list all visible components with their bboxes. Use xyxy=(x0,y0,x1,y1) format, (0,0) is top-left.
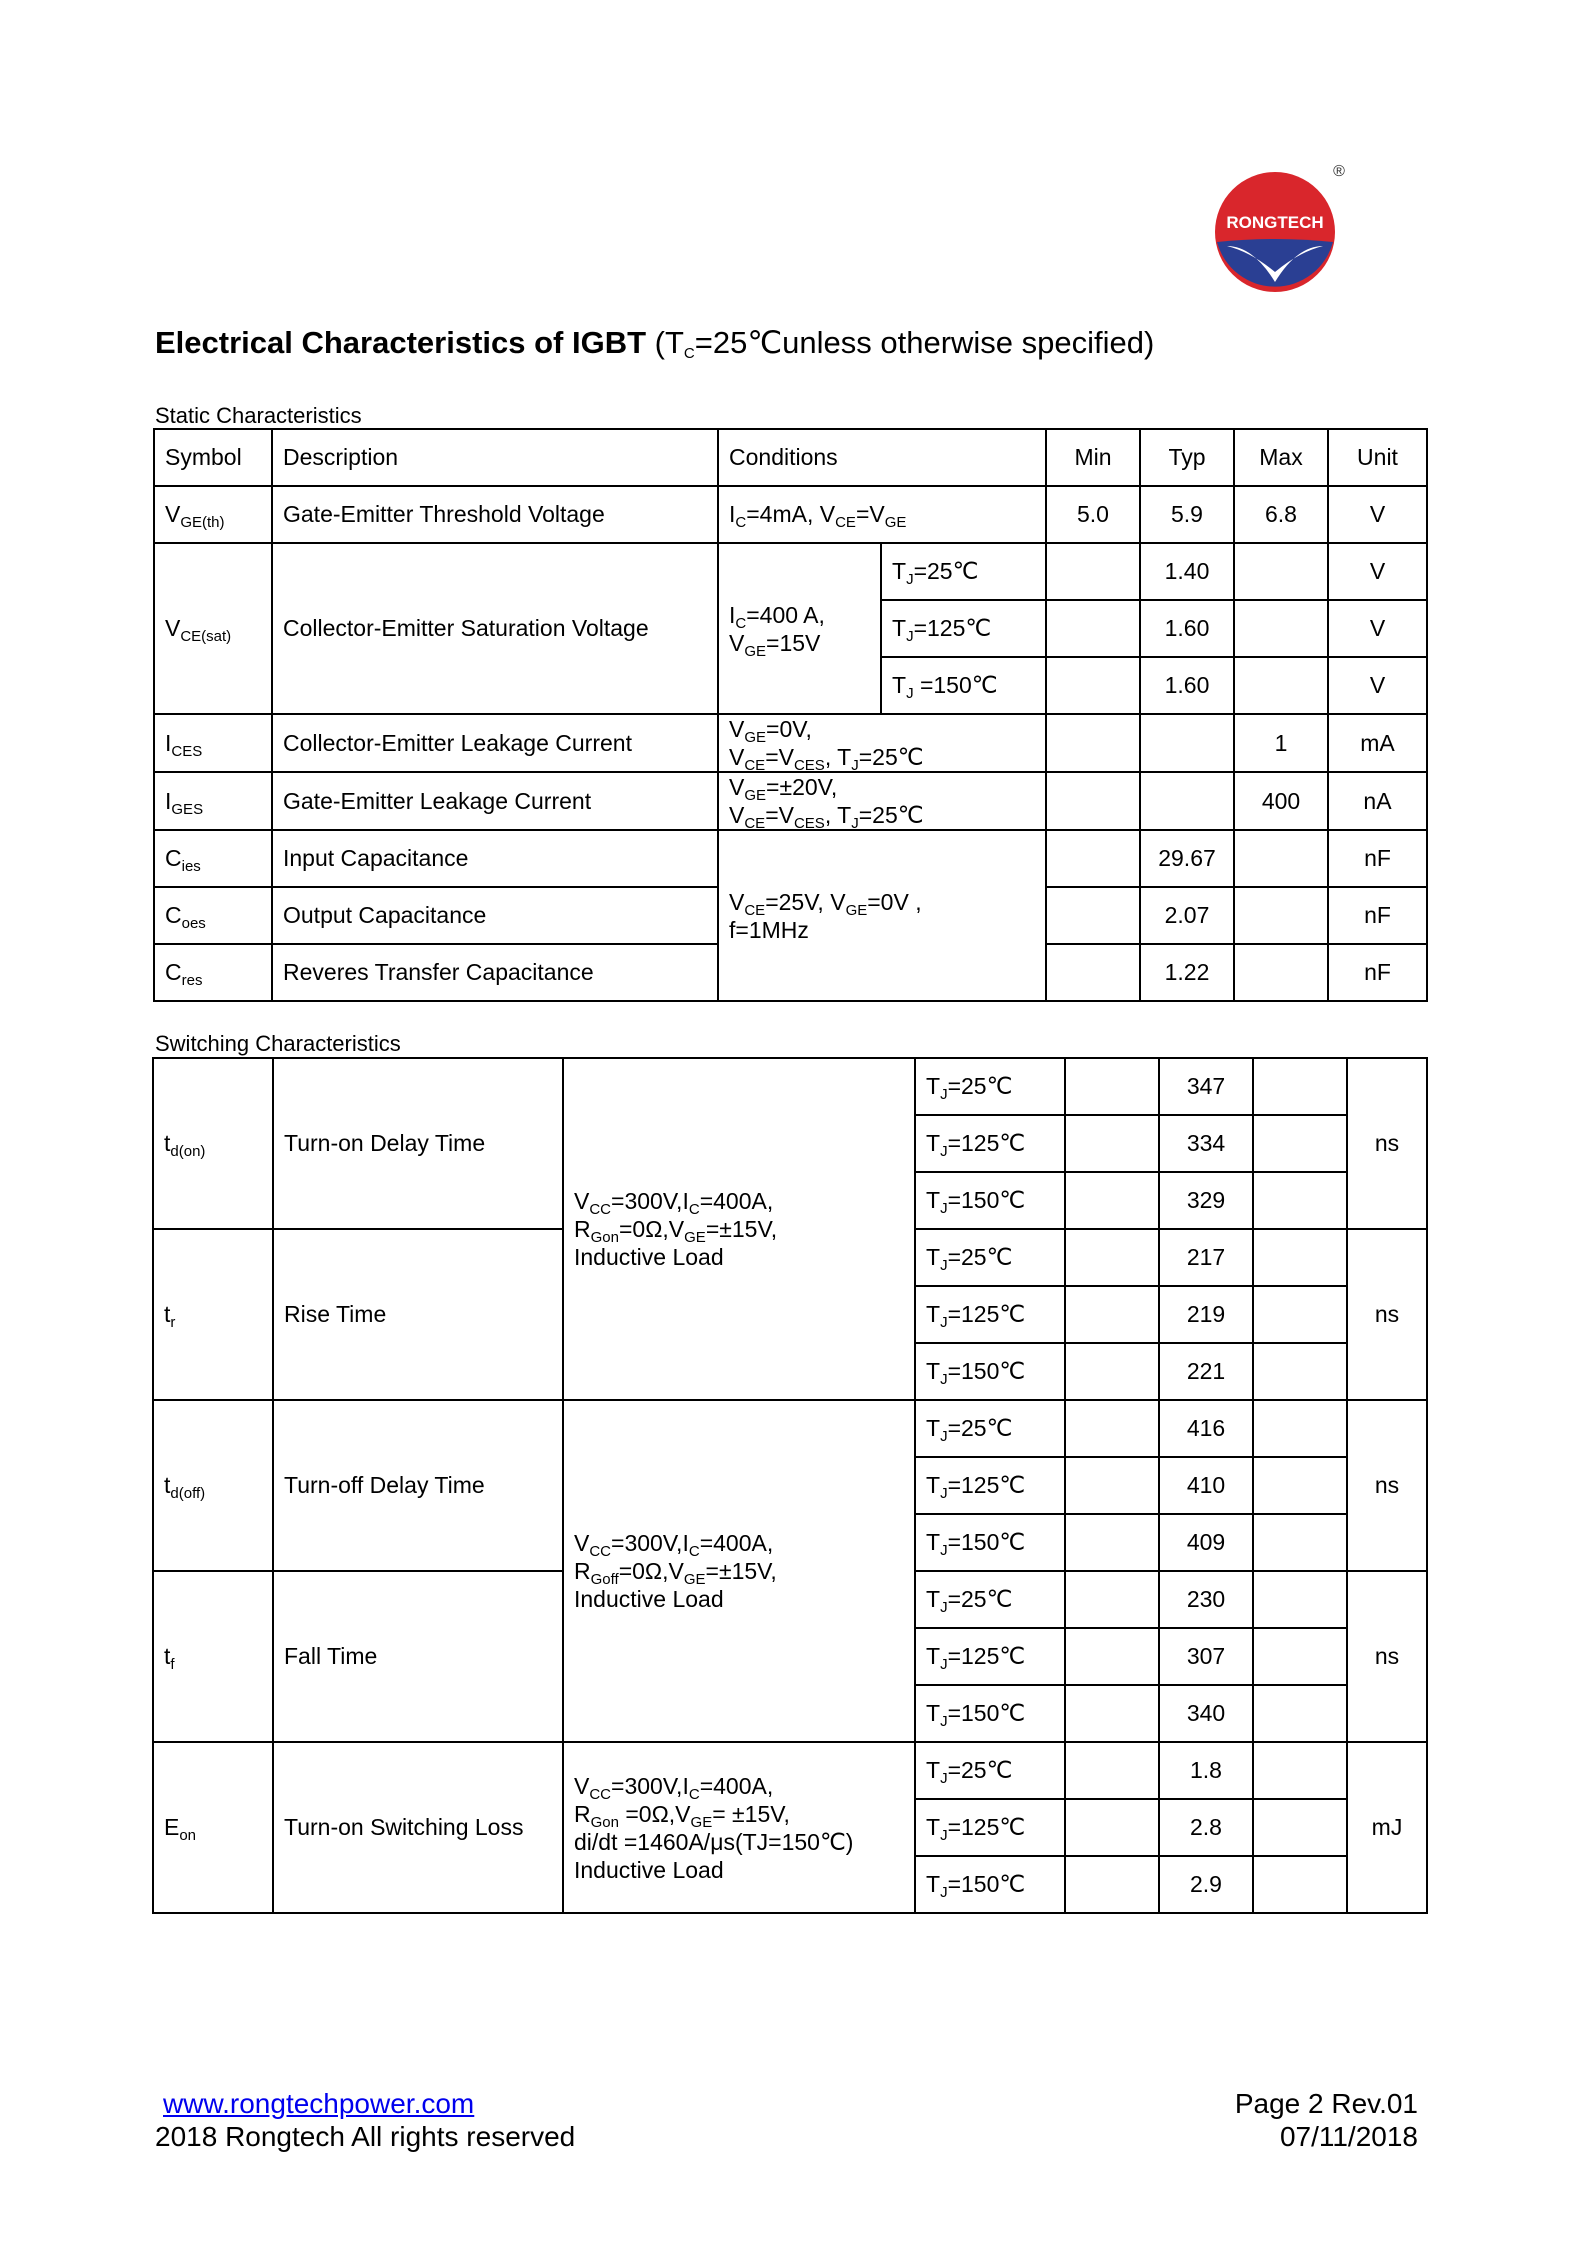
switching-section-label: Switching Characteristics xyxy=(155,1031,401,1056)
unit-cell: V xyxy=(1328,600,1427,657)
table-header-row xyxy=(154,429,1427,486)
min-cell xyxy=(1046,772,1140,830)
footer-page-rev: Page 2 Rev.01 xyxy=(1234,2088,1418,2119)
symbol-cell: $V_{GE(th)}$ xyxy=(154,486,272,543)
tj-cell: $T_J=150℃$ xyxy=(915,1172,1065,1229)
max-cell xyxy=(1234,657,1328,714)
unit-cell: V xyxy=(1328,657,1427,714)
max-cell xyxy=(1253,1571,1347,1628)
tj-cell: $T_J$ =150℃ xyxy=(881,657,1046,714)
header-min: Min xyxy=(1046,429,1140,486)
min-cell xyxy=(1065,1457,1159,1514)
unit-cell: V xyxy=(1328,543,1427,600)
typ-cell: 219 xyxy=(1159,1286,1253,1343)
min-cell: 5.0 xyxy=(1046,486,1140,543)
typ-cell: 29.67 xyxy=(1140,830,1234,887)
symbol-cell: $t_{d(on)}$ xyxy=(153,1058,273,1229)
typ-cell: 1.60 xyxy=(1140,600,1234,657)
max-cell xyxy=(1234,543,1328,600)
max-cell xyxy=(1234,600,1328,657)
max-cell xyxy=(1253,1058,1347,1115)
max-cell xyxy=(1253,1343,1347,1400)
max-cell xyxy=(1253,1286,1347,1343)
min-cell xyxy=(1046,887,1140,944)
tj-cell: $T_J=150℃$ xyxy=(915,1685,1065,1742)
min-cell xyxy=(1046,543,1140,600)
min-cell xyxy=(1046,830,1140,887)
conditions-cell: $V_{CC}=300V,I_C=400A$, $R_{Gon}=0\Omega,V_{GE}=\pm 15V$, Inductive Load xyxy=(563,1058,915,1400)
description-cell: Fall Time xyxy=(273,1571,563,1742)
max-cell xyxy=(1234,830,1328,887)
max-cell xyxy=(1253,1799,1347,1856)
conditions-cell: $V_{GE}=0V$, $V_{CE}=V_{CES}$, $T_J=25℃$ xyxy=(718,714,1046,772)
typ-cell: 5.9 xyxy=(1140,486,1234,543)
typ-cell: 329 xyxy=(1159,1172,1253,1229)
header-unit: Unit xyxy=(1328,429,1427,486)
max-cell xyxy=(1253,1685,1347,1742)
min-cell xyxy=(1065,1115,1159,1172)
unit-cell: ns xyxy=(1347,1571,1427,1742)
unit-cell: mJ xyxy=(1347,1742,1427,1913)
typ-cell: 2.8 xyxy=(1159,1799,1253,1856)
tj-cell: $T_J=125℃$ xyxy=(881,600,1046,657)
min-cell xyxy=(1065,1685,1159,1742)
unit-cell: V xyxy=(1328,486,1427,543)
tj-cell: $T_J=25℃$ xyxy=(915,1571,1065,1628)
table-row xyxy=(153,1058,1427,1115)
max-cell xyxy=(1253,1400,1347,1457)
header-symbol: Symbol xyxy=(154,429,272,486)
static-characteristics-table xyxy=(153,428,1428,1002)
unit-cell: nF xyxy=(1328,944,1427,1001)
symbol-cell: $t_{d(off)}$ xyxy=(153,1400,273,1571)
symbol-cell: $t_f$ xyxy=(153,1571,273,1742)
typ-cell: 409 xyxy=(1159,1514,1253,1571)
typ-cell xyxy=(1140,772,1234,830)
tj-cell: $T_J=25℃$ xyxy=(915,1742,1065,1799)
symbol-cell: $C_{res}$ xyxy=(154,944,272,1001)
symbol-cell: $E_{on}$ xyxy=(153,1742,273,1913)
unit-cell: nA xyxy=(1328,772,1427,830)
max-cell xyxy=(1253,1742,1347,1799)
footer-website-link[interactable]: www.rongtechpower.com xyxy=(163,2088,475,2119)
max-cell: 1 xyxy=(1234,714,1328,772)
tj-cell: $T_J=25℃$ xyxy=(915,1229,1065,1286)
description-cell: Turn-on Switching Loss xyxy=(273,1742,563,1913)
min-cell xyxy=(1065,1628,1159,1685)
conditions-cell: $V_{CC}=300V,I_C=400A$, $R_{Gon} =0\Omega,V_{GE}= \pm 15V$, di/dt =1460A/μs(TJ=150℃) Inductive Load xyxy=(563,1742,915,1913)
static-section-label: Static Characteristics xyxy=(155,403,362,428)
header-description: Description xyxy=(272,429,718,486)
min-cell xyxy=(1046,944,1140,1001)
table-row xyxy=(154,543,1427,600)
typ-cell: 1.8 xyxy=(1159,1742,1253,1799)
description-cell: Collector-Emitter Leakage Current xyxy=(272,714,718,772)
min-cell xyxy=(1046,657,1140,714)
typ-cell: 1.40 xyxy=(1140,543,1234,600)
typ-cell: 340 xyxy=(1159,1685,1253,1742)
rongtech-logo xyxy=(1213,156,1353,296)
tj-cell: $T_J=150℃$ xyxy=(915,1856,1065,1913)
typ-cell: 307 xyxy=(1159,1628,1253,1685)
max-cell: 6.8 xyxy=(1234,486,1328,543)
max-cell xyxy=(1253,1115,1347,1172)
typ-cell: 334 xyxy=(1159,1115,1253,1172)
max-cell xyxy=(1253,1628,1347,1685)
registered-mark: ® xyxy=(1333,163,1345,180)
max-cell xyxy=(1253,1514,1347,1571)
max-cell xyxy=(1234,887,1328,944)
header-typ: Typ xyxy=(1140,429,1234,486)
typ-cell: 2.9 xyxy=(1159,1856,1253,1913)
min-cell xyxy=(1065,1856,1159,1913)
table-row xyxy=(153,1400,1427,1457)
typ-cell: 416 xyxy=(1159,1400,1253,1457)
typ-cell: 1.22 xyxy=(1140,944,1234,1001)
min-cell xyxy=(1046,714,1140,772)
tj-cell: $T_J=125℃$ xyxy=(915,1115,1065,1172)
symbol-cell: $V_{CE(sat)}$ xyxy=(154,543,272,714)
tj-cell: $T_J=125℃$ xyxy=(915,1457,1065,1514)
description-cell: Turn-off Delay Time xyxy=(273,1400,563,1571)
max-cell xyxy=(1253,1856,1347,1913)
min-cell xyxy=(1065,1058,1159,1115)
min-cell xyxy=(1065,1571,1159,1628)
description-cell: Turn-on Delay Time xyxy=(273,1058,563,1229)
footer-date: 07/11/2018 xyxy=(1279,2121,1418,2152)
symbol-cell: $t_r$ xyxy=(153,1229,273,1400)
conditions-cell: $V_{CE}=25V$, $V_{GE}=0V$ , f=1MHz xyxy=(718,830,1046,1001)
header-max: Max xyxy=(1234,429,1328,486)
conditions-cell: $I_C=4mA$, $V_{CE}=V_{GE}$ xyxy=(718,486,1046,543)
typ-cell xyxy=(1140,714,1234,772)
min-cell xyxy=(1065,1799,1159,1856)
conditions-cell: $V_{CC}=300V,I_C=400A$, $R_{Goff}=0\Omega,V_{GE}=\pm 15V$, Inductive Load xyxy=(563,1400,915,1742)
conditions-cell: $I_C=400$ A, $V_{GE}=15V$ xyxy=(718,543,881,714)
description-cell: Reveres Transfer Capacitance xyxy=(272,944,718,1001)
tj-cell: $T_J=125℃$ xyxy=(915,1799,1065,1856)
min-cell xyxy=(1046,600,1140,657)
typ-cell: 230 xyxy=(1159,1571,1253,1628)
header-conditions: Conditions xyxy=(718,429,1046,486)
description-cell: Gate-Emitter Threshold Voltage xyxy=(272,486,718,543)
unit-cell: ns xyxy=(1347,1400,1427,1571)
page-title: Electrical Characteristics of IGBT ($T_C=25℃unless$ otherwise specified) xyxy=(155,325,1155,362)
table-row xyxy=(154,486,1427,543)
conditions-cell: $V_{GE}=\pm 20V$, $V_{CE}=V_{CES}$, $T_J=25℃$ xyxy=(718,772,1046,830)
footer-copyright: 2018 Rongtech All rights reserved xyxy=(155,2121,576,2152)
max-cell xyxy=(1253,1457,1347,1514)
tj-cell: $T_J=25℃$ xyxy=(915,1400,1065,1457)
typ-cell: 410 xyxy=(1159,1457,1253,1514)
min-cell xyxy=(1065,1229,1159,1286)
tj-cell: $T_J=125℃$ xyxy=(915,1286,1065,1343)
tj-cell: $T_J=150℃$ xyxy=(915,1343,1065,1400)
max-cell xyxy=(1234,944,1328,1001)
table-row xyxy=(154,772,1427,830)
switching-characteristics-table xyxy=(152,1057,1428,1914)
min-cell xyxy=(1065,1400,1159,1457)
min-cell xyxy=(1065,1172,1159,1229)
min-cell xyxy=(1065,1742,1159,1799)
unit-cell: ns xyxy=(1347,1058,1427,1229)
description-cell: Input Capacitance xyxy=(272,830,718,887)
tj-cell: $T_J=25℃$ xyxy=(881,543,1046,600)
unit-cell: ns xyxy=(1347,1229,1427,1400)
symbol-cell: $C_{ies}$ xyxy=(154,830,272,887)
description-cell: Rise Time xyxy=(273,1229,563,1400)
symbol-cell: $I_{CES}$ xyxy=(154,714,272,772)
typ-cell: 217 xyxy=(1159,1229,1253,1286)
unit-cell: nF xyxy=(1328,830,1427,887)
min-cell xyxy=(1065,1514,1159,1571)
tj-cell: $T_J=25℃$ xyxy=(915,1058,1065,1115)
min-cell xyxy=(1065,1286,1159,1343)
logo-text: RONGTECH xyxy=(1226,213,1324,232)
table-row xyxy=(153,1742,1427,1799)
symbol-cell: $I_{GES}$ xyxy=(154,772,272,830)
max-cell xyxy=(1253,1229,1347,1286)
description-cell: Collector-Emitter Saturation Voltage xyxy=(272,543,718,714)
max-cell: 400 xyxy=(1234,772,1328,830)
tj-cell: $T_J=125℃$ xyxy=(915,1628,1065,1685)
min-cell xyxy=(1065,1343,1159,1400)
typ-cell: 1.60 xyxy=(1140,657,1234,714)
typ-cell: 221 xyxy=(1159,1343,1253,1400)
table-row xyxy=(154,714,1427,772)
typ-cell: 347 xyxy=(1159,1058,1253,1115)
description-cell: Gate-Emitter Leakage Current xyxy=(272,772,718,830)
table-row xyxy=(154,830,1427,887)
unit-cell: mA xyxy=(1328,714,1427,772)
tj-cell: $T_J=150℃$ xyxy=(915,1514,1065,1571)
symbol-cell: $C_{oes}$ xyxy=(154,887,272,944)
max-cell xyxy=(1253,1172,1347,1229)
typ-cell: 2.07 xyxy=(1140,887,1234,944)
unit-cell: nF xyxy=(1328,887,1427,944)
description-cell: Output Capacitance xyxy=(272,887,718,944)
